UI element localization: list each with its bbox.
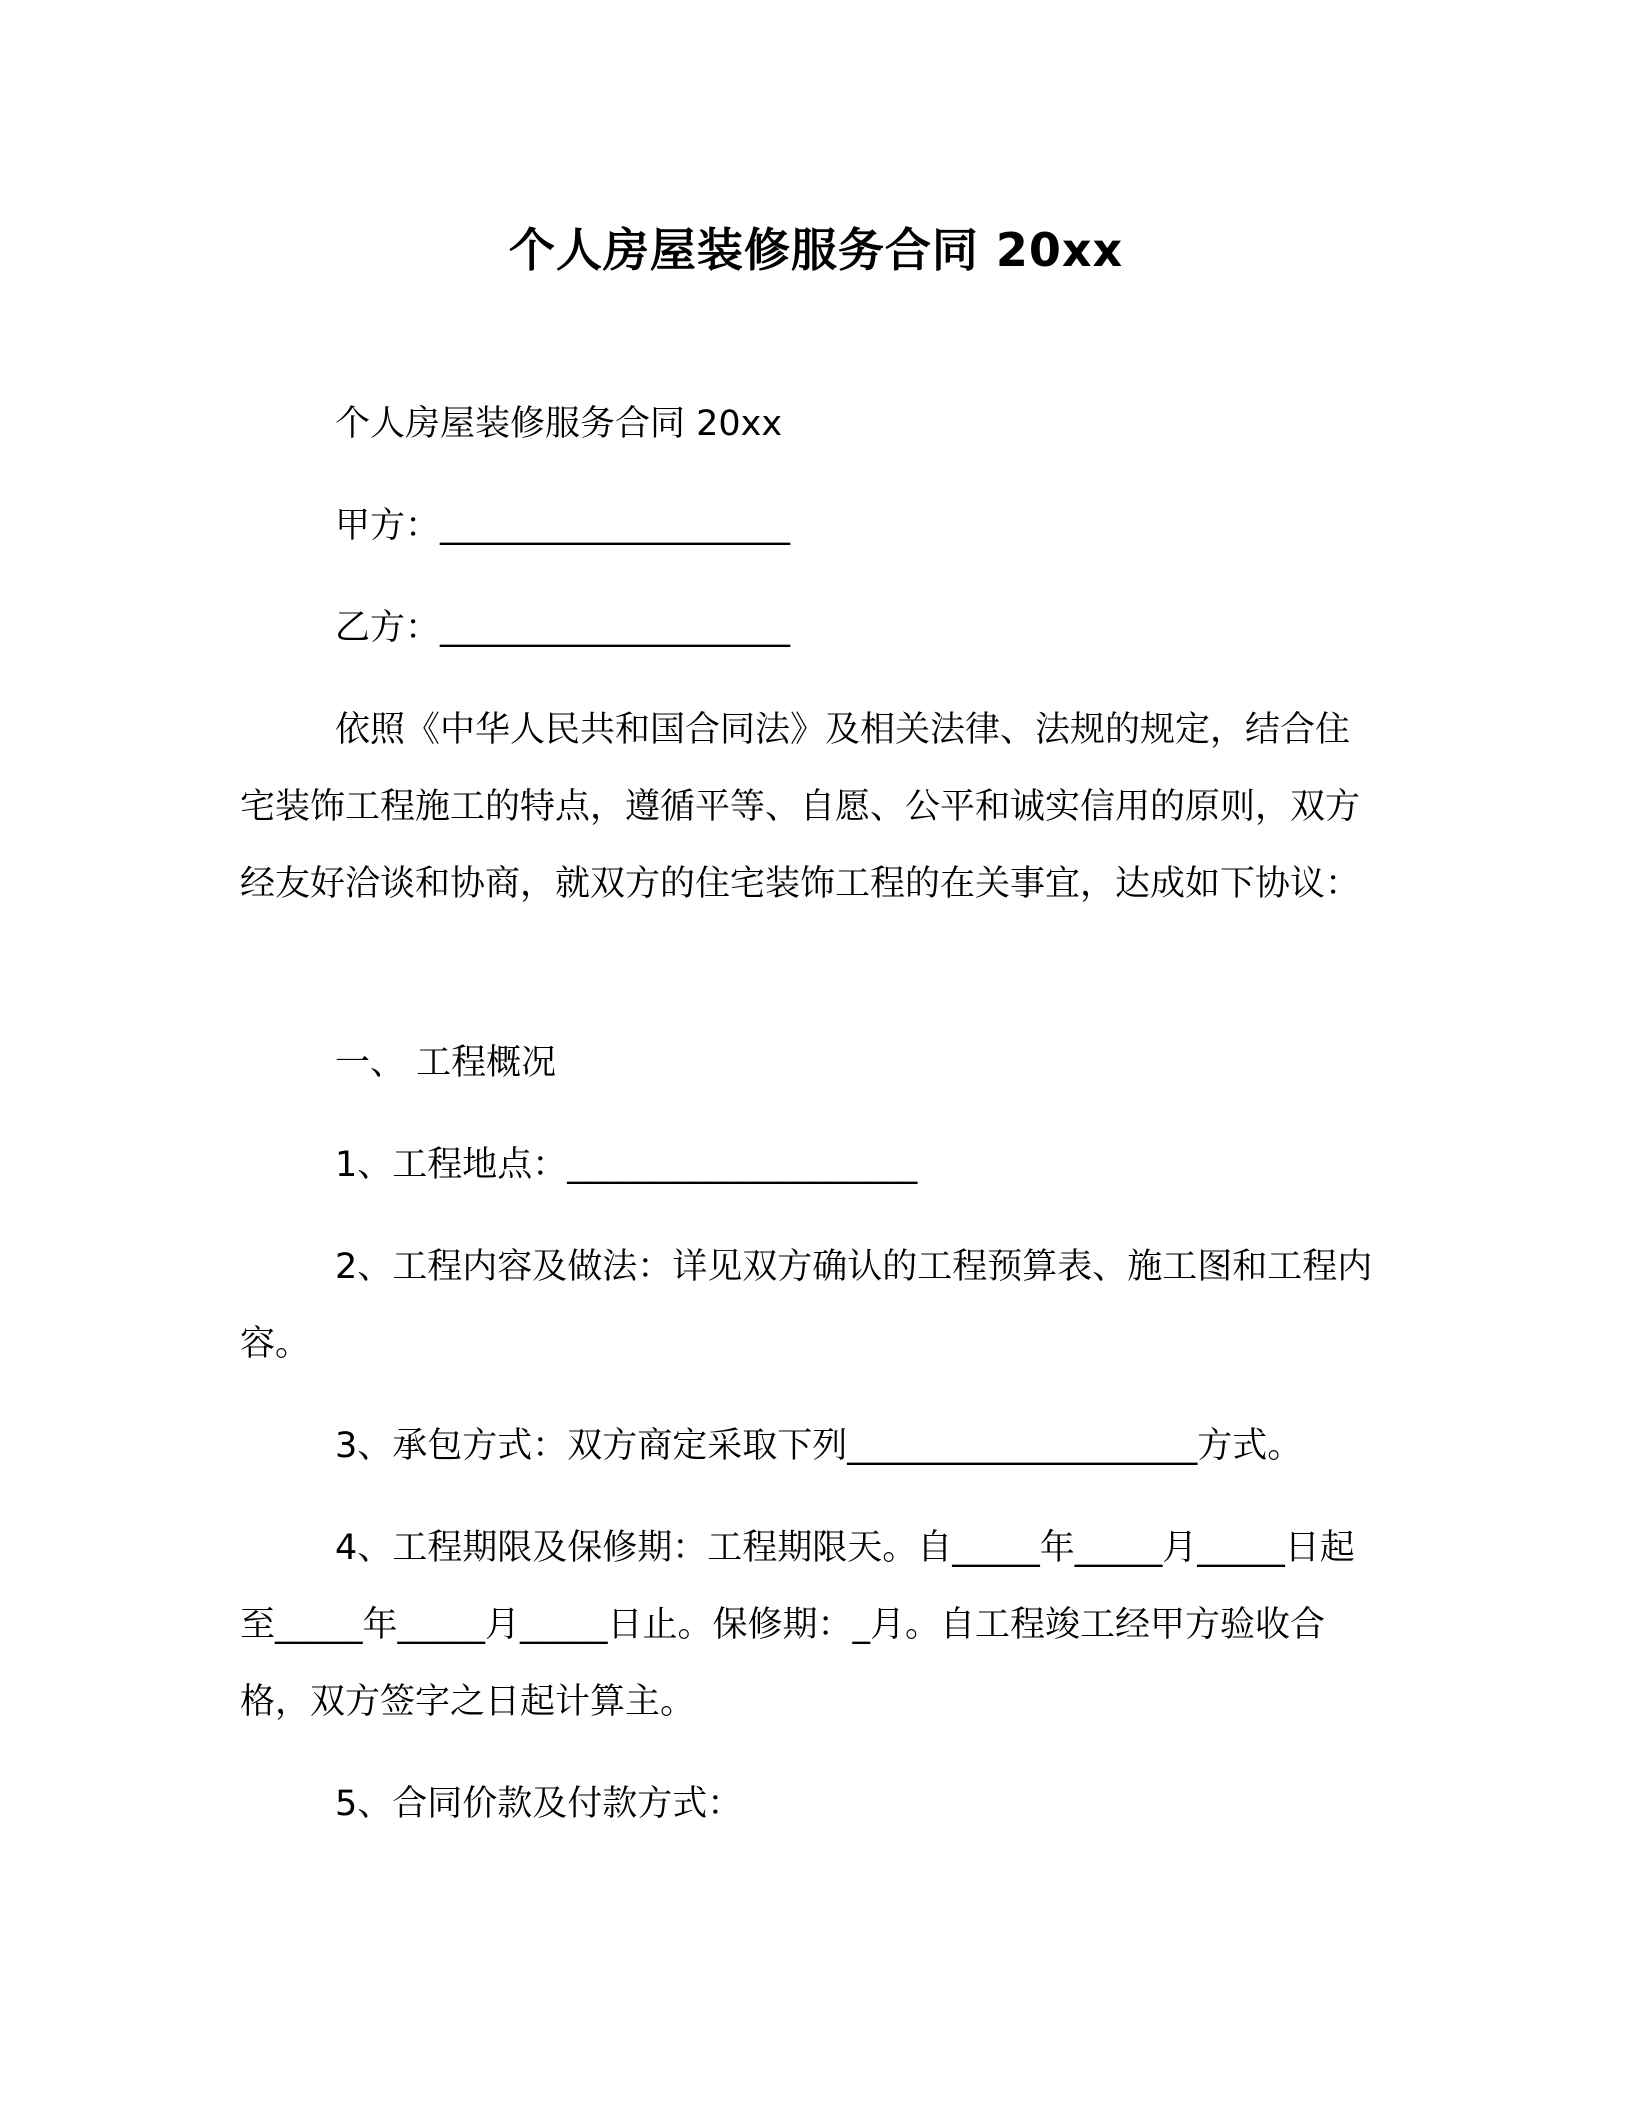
paragraph-section-1-heading: 一、 工程概况 [335, 1043, 557, 1083]
paragraph-item-2: 2、工程内容及做法：详见双方确认的工程预算表、施工图和工程内容。 [240, 1247, 1373, 1364]
paragraph-preamble: 依照《中华人民共和国合同法》及相关法律、法规的规定，结合住宅装饰工程施工的特点，遵循平等、自愿、公平和诚实信用的原则，双方经友好洽谈和协商，就双方的住宅装饰工程的在关事宜，达成如下协议： [240, 710, 1361, 904]
paragraph-party-a: 甲方：____________________ [335, 506, 791, 546]
paragraph-item-3: 3、承包方式：双方商定采取下列____________________方式。 [335, 1426, 1303, 1466]
paragraph-subtitle: 个人房屋装修服务合同 20xx [335, 404, 783, 444]
document-title: 个人房屋装修服务合同 20xx [508, 223, 1124, 277]
paragraph-party-b: 乙方：____________________ [335, 608, 791, 648]
paragraph-item-1: 1、工程地点：____________________ [335, 1145, 918, 1185]
paragraph-item-5: 5、合同价款及付款方式： [335, 1784, 743, 1824]
paragraph-item-4: 4、工程期限及保修期：工程期限天。自_____年_____月_____日起至_____年_____月_____日止。保修期：_月。自工程竣工经甲方验收合格，双方签字之日起计算主。 [240, 1528, 1355, 1722]
